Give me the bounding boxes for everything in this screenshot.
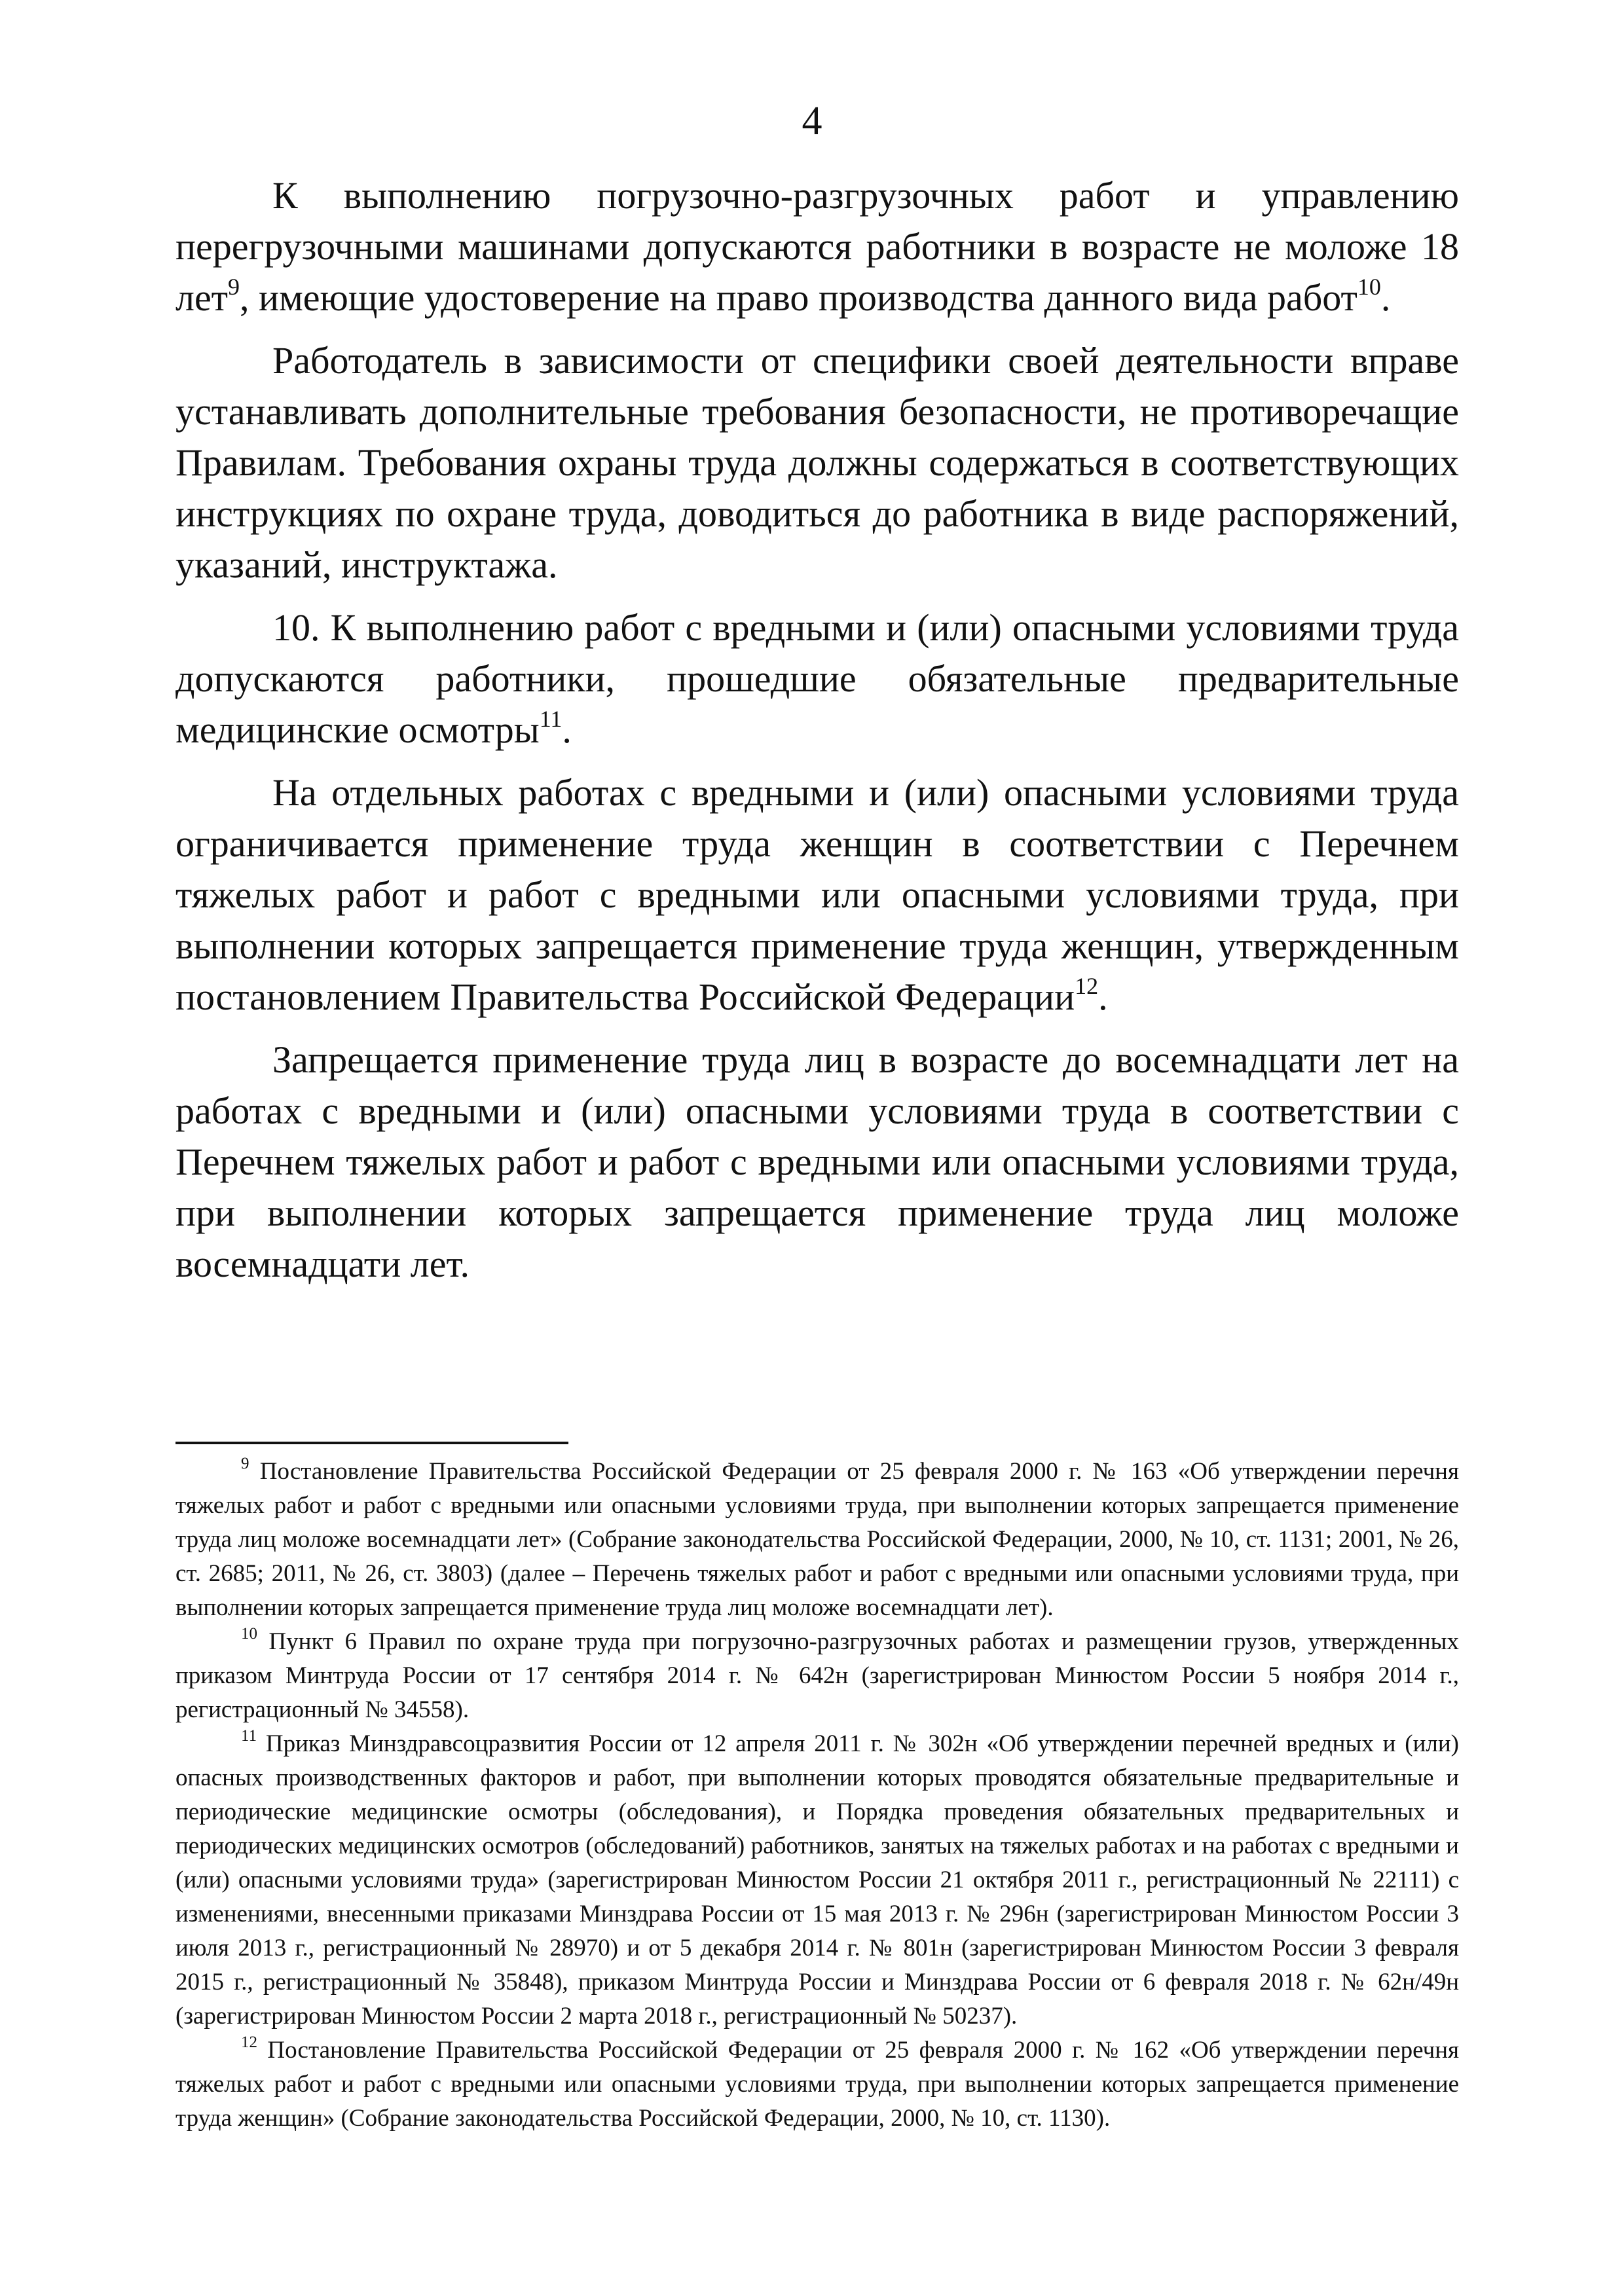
footnote-11 [175,1727,1459,2033]
main-text [175,170,1459,1302]
footnote-12 [175,2033,1459,2136]
footnote-9 [175,1455,1459,1625]
footnote-ref-10[interactable]: 10 [1357,274,1381,300]
page-number: 4 [802,99,822,143]
paragraph-loading-work-admission [175,170,1459,323]
paragraph-text: Запрещается применение труда лиц в возрасте до восемнадцати лет на работах с вредными и (или) опасными условиями труда в соответствии с Перечнем тяжелых работ и работ с вредными или опасными условиями труда, при выполнении которых запрещается применение труда лиц моложе восемнадцати лет. [175,1038,1459,1285]
paragraph-end: . [1380,276,1391,319]
footnote-marker: 10 [241,1625,257,1643]
paragraph-text: Работодатель в зависимости от специфики своей деятельности вправе устанавливать дополнительные требования безопасности, не противоречащие Правилам. Требования охраны труда должны содержаться в соответствующих инструкциях по охране труда, доводиться до работника в виде распоряжений, указаний, инструктажа. [175,339,1459,586]
footnote-10 [175,1625,1459,1727]
paragraph-women-restrictions [175,767,1459,1023]
footnote-marker: 11 [241,1727,257,1745]
footnote-text: Постановление Правительства Российской Федерации от 25 февраля 2000 г. № 163 «Об утверждении перечня тяжелых работ и работ с вредными или опасными условиями труда, при выполнении которых запрещается применение труда лиц моложе восемнадцати лет» (Собрание законодательства Российской Федерации, 2000, № 10, ст. 1131; 2001, № 26, ст. 2685; 2011, № 26, ст. 3803) (далее – Перечень тяжелых работ и работ с вредными или опасными условиями труда, при выполнении которых запрещается применение труда лиц моложе восемнадцати лет). [175,1458,1460,1621]
footnote-text: Приказ Минздравсоцразвития России от 12 апреля 2011 г. № 302н «Об утверждении перечней вредных и (или) опасных производственных факторов и работ, при выполнении которых проводятся обязательные предварительные и периодические медицинские осмотры (обследования), и Порядка проведения обязательных предварительных и периодических медицинских осмотров (обследований) работников, занятых на тяжелых работах и на работах с вредными и (или) опасными условиями труда» (зарегистрирован Минюстом России 21 октября 2011 г., регистрационный № 22111) с изменениями, внесенными приказами Минздрава России от 15 мая 2013 г. № 296н (зарегистрирован Минюстом России 3 июля 2013 г., регистрационный № 28970) и от 5 декабря 2014 г. № 801н (зарегистрирован Минюстом России 3 февраля 2015 г., регистрационный № 35848), приказом Минтруда России и Минздрава России от 6 февраля 2018 г. № 62н/49н (зарегистрирован Минюстом России 2 марта 2018 г., регистрационный № 50237). [175,1730,1459,2030]
footnote-text: Постановление Правительства Российской Федерации от 25 февраля 2000 г. № 162 «Об утверждении перечня тяжелых работ и работ с вредными или опасными условиями труда, при выполнении которых запрещается применение труда женщин» (Собрание законодательства Российской Федерации, 2000, № 10, ст. 1130). [175,2037,1460,2132]
paragraph-end: . [1098,975,1108,1018]
paragraph-text: К выполнению погрузочно-разгрузочных работ и управлению перегрузочными машинами допускаются работники в возрасте не моложе 18 лет [175,174,1459,319]
footnote-marker: 9 [241,1455,249,1472]
footnote-divider [175,1442,568,1444]
paragraph-text: , имеющие удостоверение на право производства данного вида работ [240,276,1357,319]
paragraph-text: На отдельных работах с вредными и (или) опасными условиями труда ограничивается применение труда женщин в соответствии с Перечнем тяжелых работ и работ с вредными или опасными условиями труда, при выполнении которых запрещается применение труда женщин, утвержденным постановлением Правительства Российской Федерации [175,771,1459,1018]
paragraph-medical-exams [175,602,1459,756]
paragraph-text: 10. К выполнению работ с вредными и (или) опасными условиями труда допускаются работники, прошедшие обязательные предварительные медицинские осмотры [175,606,1459,751]
paragraph-employer-requirements [175,335,1459,591]
footnote-text: Пункт 6 Правил по охране труда при погрузочно-разгрузочных работах и размещении грузов, утвержденных приказом Минтруда России от 17 сентября 2014 г. № 642н (зарегистрирован Минюстом России 5 ноября 2014 г., регистрационный № 34558). [175,1628,1459,1723]
footnote-ref-12[interactable]: 12 [1075,973,1099,999]
paragraph-minors-restrictions [175,1034,1459,1290]
paragraph-end: . [562,708,572,751]
footnotes [175,1455,1459,2136]
footnote-ref-9[interactable]: 9 [228,274,240,300]
footnote-ref-11[interactable]: 11 [539,706,563,732]
footnote-marker: 12 [241,2033,257,2051]
